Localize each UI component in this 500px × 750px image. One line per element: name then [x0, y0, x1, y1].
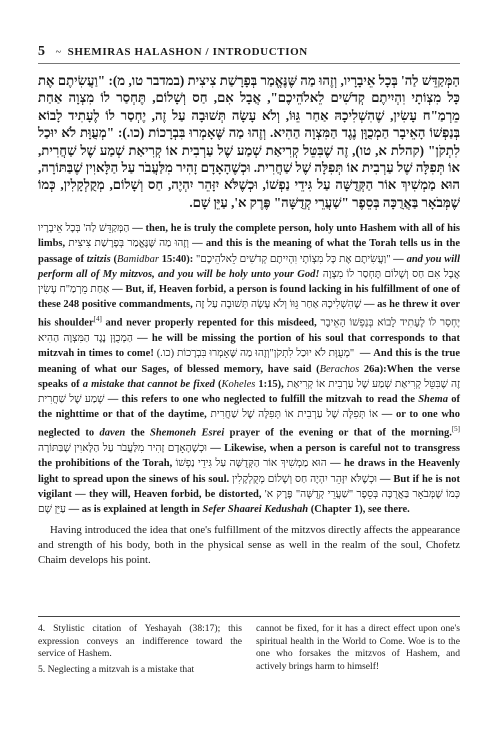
translation-text: daven	[99, 427, 126, 439]
hebrew-quote: אוֹ תְּפִלָּה שֶׁל עַרְבִית אוֹ תְּפִלָּה שֶׁל שַׁחֲרִית	[210, 409, 379, 421]
translation-text: — as he threw it over his shoulder	[38, 299, 461, 329]
translation-text: — But if he is not vigilant — they will, Heaven forbid, be distorted,	[38, 473, 461, 500]
footnote-5-start: 5. Neglecting a mitzvah is a mistake that	[38, 663, 195, 675]
translation-text: — he draws in the Heavenly light to spread upon the sinews of his soul.	[38, 458, 460, 485]
translation-text: tzitzis	[86, 253, 111, 265]
intro-paragraph: Having introduced the idea that one's fulfillment of the mitzvos directly affects the appearance and strength of his body, both in the physical sense as well in the realm of the soul, Chofetz Chaim develops his point.	[38, 524, 460, 566]
hebrew-quote: וְזֶהוּ מַה שֶּׁנֶּאֱמַר בְּפָרָשַׁת צִיצִית	[68, 238, 189, 250]
translation-text: 15:40):	[158, 253, 196, 265]
translation-text: of the nighttime or that of the daytime,	[38, 393, 460, 421]
hebrew-quote: יֶחְסַר לוֹ לֶעָתִיד לָבוֹא בְּנַפְשׁוֹ הָאֵיבָר הַמְכֻוָּן נֶגֶד הַמִּצְוָה הַהִיא	[38, 317, 461, 345]
footnote-column-right	[256, 623, 460, 679]
translation-text: the	[125, 427, 150, 439]
translation-text: — this refers to one who neglected to fulfill the mitzvah to read the	[104, 393, 419, 405]
footnote-4: 4. Stylistic citation of Yeshayah (38:17); this expression conveys an indifference toward the service of Hashem.	[38, 623, 242, 660]
translation-text: (	[214, 378, 222, 390]
footnote-5-continued: cannot be fixed, for it has a direct effect upon one's spiritual health in the World to Come. Woe is to the one who forsakes the mitzvos of Hashem, and actively brings harm to himself!	[256, 623, 460, 672]
hebrew-quote: כְּמוֹ שֶׁמְּבֹאָר בַּאֲרֻכָּה בְּסֵפֶר "שַׁעֲרֵי קְדֻשָּׁה" פֶּרֶק א' עַיֵּן שָׁם	[38, 488, 460, 515]
hebrew-quote: אֲבָל אִם חַס וְשָׁלוֹם תֶּחְסַר לוֹ מִצְוָה אַחַת מֵרְמַ"ח עָשִׂין	[38, 268, 460, 296]
translation-text: — And this is the true meaning of what our Sages, of blessed memory, have said (	[38, 348, 460, 375]
translation-text: Shema	[418, 393, 448, 405]
translation-text: Shemoneh Esrei	[150, 427, 225, 439]
page	[38, 44, 460, 568]
translation-text: Bamidbar	[116, 253, 159, 265]
hebrew-quote: וּכְשֶׁהָאָדָם זָהִיר מִלַּעֲבֹר עַל הַלָּאוִין שֶׁבַּתּוֹרָה	[38, 443, 207, 455]
hebrew-quote: הוּא מַמְשִׁיךְ אוֹר הַקְּדֻשָּׁה עַל גִּידֵי נַפְשׁוֹ	[175, 458, 327, 470]
translation-text: (Chapter 1), see there.	[308, 503, 410, 515]
translation-text: Berachos	[319, 363, 360, 375]
translation-text: 26a):When the verse speaks of	[38, 363, 460, 390]
footnote-ref: [4]	[93, 315, 102, 324]
translation-text: prayer of the evening or that of the morning.	[224, 427, 452, 439]
translation-text: 1:15),	[255, 378, 287, 390]
running-title: SHEMIRAS HALASHON / INTRODUCTION	[67, 46, 308, 58]
page-number: 5	[38, 44, 46, 59]
hebrew-quote: הַמְּקַדֵּשׁ לַה' בְּכָל אֵיבָרָיו	[38, 223, 130, 235]
translation-text: (	[110, 253, 117, 265]
translation-text: — then, he is truly the complete person, holy unto Hashem with all of his limbs,	[38, 223, 461, 250]
hebrew-quote: שֶׁהִשְׁלִיכָהּ אַחַר גֵּוּוֹ וְלֹא עָשָׂה תְּשׁוּבָה עַל זֶה	[195, 299, 362, 311]
footnote-ref: [5]	[451, 425, 460, 434]
translation-text: — he will be missing the portion of his soul that corresponds to that mitzvah in times to come!	[38, 333, 460, 360]
translation-text: — and this is the meaning of what the Torah tells us in the passage of	[38, 238, 460, 265]
hebrew-source-text	[38, 72, 460, 211]
translation-text: and never properly repented for this misdeed,	[101, 317, 321, 329]
hebrew-paragraph: הַמְּקַדֵּשׁ לַה' בְּכָל אֵיבָרָיו, וְזֶהוּ מַה שֶּׁנֶּאֱמַר בְּפָרָשַׁת צִיצִית (במדבר טו, מ): "וַעֲשִׂיתֶם אֶת כָּל מִצְוֹתָי וִהְיִיתֶם קְדֹשִׁים לֵאלֹהֵיכֶם", אֲבָל אִם, חַס וְשָׁלוֹם, תֶּחְסַר לוֹ מִצְוָה אַחַת מֵרְמַ"ח עָשִׂין, שֶׁהִשְׁלִיכָהּ אַחַר גֵּוּוֹ, וְלֹא עָשָׂה תְּשׁוּבָה עַל זֶה, יֶחְסַר לוֹ לֶעָתִיד לָבוֹא בְּנַפְשׁוֹ הָאֵיבָר הַמְכֻוָּן נֶגֶד הַמִּצְוָה הַהִיא. וְזֶהוּ מַה שֶּׁאָמְרוּ בִּבְרָכוֹת (כו.): "מְעֻוָּת לֹא יוּכַל לִתְקֹן" (קהלת א, טו), זֶה שֶׁבִּטֵּל קְרִיאַת שְׁמַע שֶׁל עַרְבִית אוֹ קְרִיאַת שְׁמַע שֶׁל שַׁחֲרִית, אוֹ תְּפִלָּה שֶׁל עַרְבִית אוֹ תְּפִלָּה שֶׁל שַׁחֲרִית. וּכְשֶׁהָאָדָם זָהִיר מִלַּעֲבֹר עַל הַלָּאוִין שֶׁבַּתּוֹרָה, הוּא מַמְשִׁיךְ אוֹר הַקְּדֻשָּׁה עַל גִּידֵי נַפְשׁוֹ, וּכְשֶׁלֹּא יִזָּהֵר יִהְיֶה, חַס וְשָׁלוֹם, מְקֻלְקָלִין, כְּמוֹ שֶׁמְּבֹאָר בַּאֲרֻכָּה בְּסֵפֶר "שַׁעֲרֵי קְדֻשָּׁה" פֶּרֶק א', עַיֵּן שָׁם.	[38, 73, 460, 210]
footnote-column-left	[38, 623, 242, 679]
hebrew-quote: וּכְשֶׁלֹּא יִזָּהֵר יִהְיֶה חַס וְשָׁלוֹם מְקֻלְקָלִין	[232, 473, 377, 485]
translation-text: Koheles	[221, 378, 256, 390]
translation-text: — as is explained at length in	[65, 503, 203, 515]
hebrew-quote: "מְעֻוָּת לֹא יוּכַל לִתְקֹן"	[269, 348, 358, 360]
translation-text: — Likewise, when a person is careful not to transgress the prohibitions of the Torah,	[38, 443, 461, 470]
english-commentary	[38, 221, 460, 517]
running-head	[38, 44, 460, 64]
hebrew-quote: וְזֶהוּ מַה שֶּׁאָמְרוּ בִּבְרָכוֹת (כו.)	[156, 348, 270, 360]
translation-text: Sefer Shaarei Kedushah	[202, 503, 309, 515]
translation-text: — and you will perform all of My mitzvos, and you will be holy unto your God!	[38, 253, 460, 280]
hebrew-quote: "וַעֲשִׂיתֶם אֶת כָּל מִצְוֹתָי וִהְיִיתֶם קְדֹשִׁים לֵאלֹהֵיכֶם"	[196, 253, 391, 265]
translation-text: a mistake that cannot be fixed	[82, 378, 215, 390]
ornament-icon: ~	[55, 46, 62, 58]
hebrew-quote: זֶה שֶׁבִּטֵּל קְרִיאַת שְׁמַע שֶׁל עַרְבִית אוֹ קְרִיאַת שְׁמַע שֶׁל שַׁחֲרִית	[38, 378, 461, 405]
footnotes	[38, 616, 460, 679]
translation-text: — But, if, Heaven forbid, a person is found lacking in his fulfillment of one of these 248 positive commandments,	[38, 284, 460, 311]
translation-text: — or to one who neglected to	[38, 409, 460, 439]
